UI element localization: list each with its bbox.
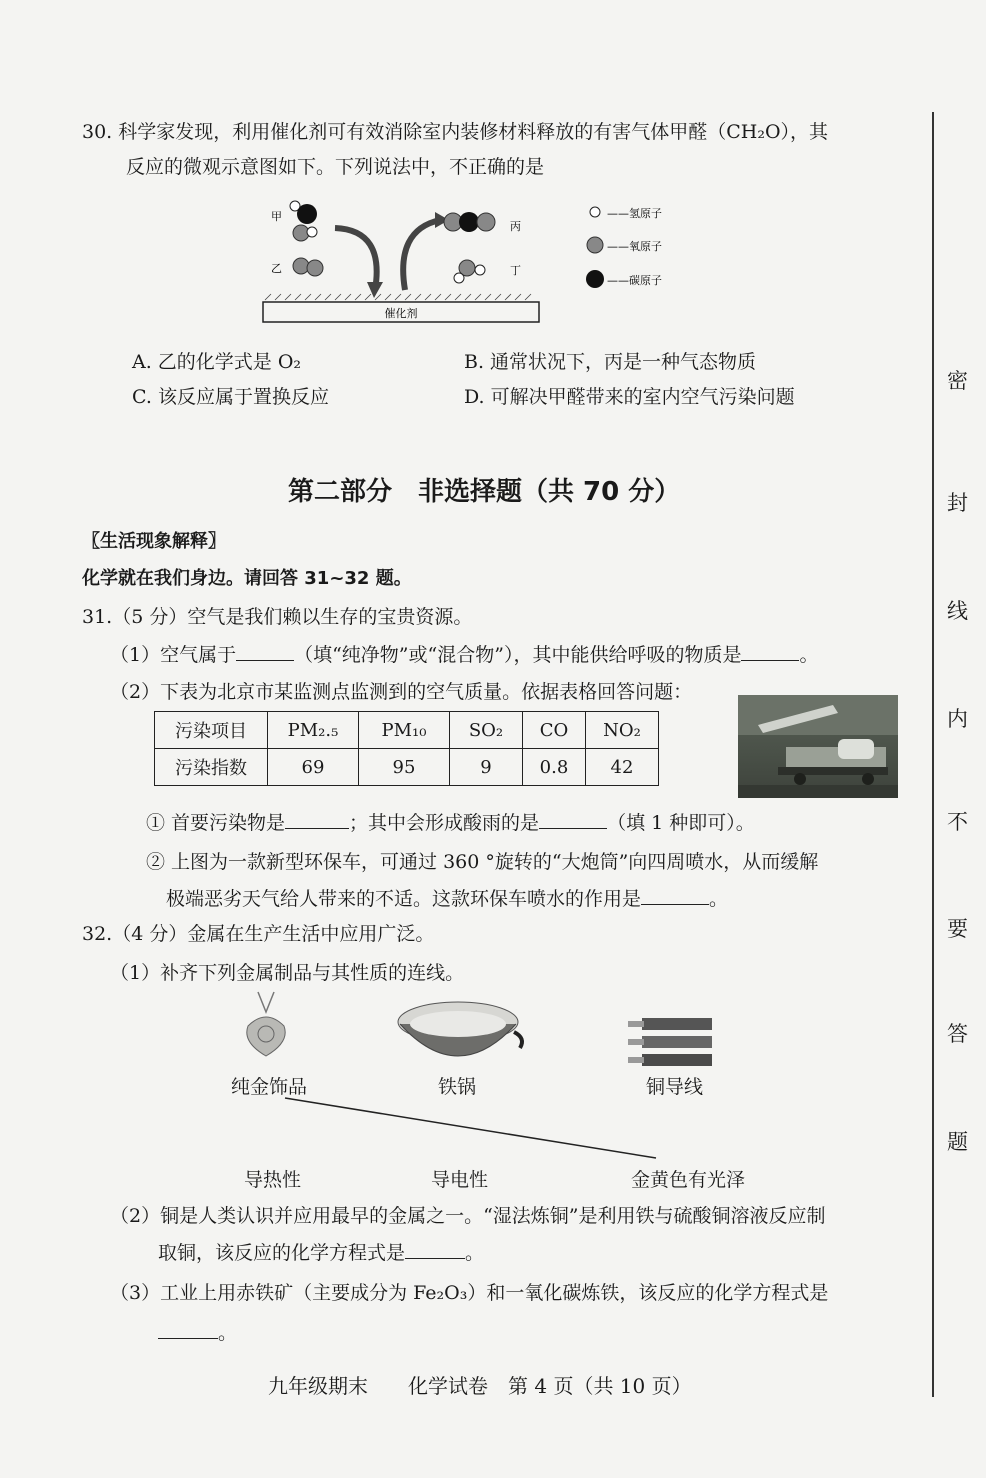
table-cell: 42 xyxy=(586,749,659,786)
side-char: 线 xyxy=(947,599,968,623)
q30-option-c: C. 该反应属于置换反应 xyxy=(132,386,329,408)
q30-option-d: D. 可解决甲醛带来的室内空气污染问题 xyxy=(464,386,795,408)
table-header-cell: SO₂ xyxy=(450,712,523,749)
environmental-truck-photo xyxy=(738,695,898,798)
property-heat-conduction: 导热性 xyxy=(244,1169,302,1191)
q32-part3-line2: 。 xyxy=(158,1318,237,1345)
answer-blank[interactable] xyxy=(285,812,349,829)
section-intro: 化学就在我们身边。请回答 31~32 题。 xyxy=(82,568,412,589)
label-ding: 丁 xyxy=(510,264,521,277)
table-row xyxy=(155,712,659,749)
side-char: 要 xyxy=(947,917,968,941)
table-header-cell: PM₁₀ xyxy=(359,712,450,749)
q31-part1: （1）空气属于 （填“纯净物”或“混合物”），其中能供给呼吸的物质是 。 xyxy=(110,644,819,666)
table-header-cell: 污染项目 xyxy=(155,712,268,749)
side-char: 封 xyxy=(947,491,968,515)
property-electric-conduction: 导电性 xyxy=(431,1169,489,1191)
table-cell: 0.8 xyxy=(523,749,586,786)
q32-part2-line2: 取铜，该反应的化学方程式是 。 xyxy=(158,1242,485,1264)
label-jia: 甲 xyxy=(271,210,282,223)
answer-blank[interactable] xyxy=(405,1242,465,1259)
table-header-cell: CO xyxy=(523,712,586,749)
iron-wok-image xyxy=(396,998,528,1068)
side-char: 题 xyxy=(947,1130,968,1154)
legend-oxygen: ——氧原子 xyxy=(607,240,662,253)
answer-blank[interactable] xyxy=(158,1322,218,1339)
item-copper-wire: 铜导线 xyxy=(646,1076,704,1098)
q32-part3-line1: （3）工业上用赤铁矿（主要成分为 Fe₂O₃）和一氧化碳炼铁，该反应的化学方程式是 xyxy=(110,1282,829,1304)
q31-sub1: ① 首要污染物是 ；其中会形成酸雨的是 （填 1 种即可）。 xyxy=(146,812,755,834)
q30-option-a: A. 乙的化学式是 O₂ xyxy=(132,351,302,373)
gold-pendant-image xyxy=(236,990,296,1062)
q31-stem: 31.（5 分）空气是我们赖以生存的宝贵资源。 xyxy=(82,606,473,628)
pollution-table xyxy=(154,711,659,786)
q32-stem: 32.（4 分）金属在生产生活中应用广泛。 xyxy=(82,923,435,945)
q31-sub2-line1: ② 上图为一款新型环保车，可通过 360 °旋转的“大炮筒”向四周喷水，从而缓解 xyxy=(146,851,819,873)
answer-blank[interactable] xyxy=(539,812,607,829)
table-header-cell: NO₂ xyxy=(586,712,659,749)
label-yi: 乙 xyxy=(271,262,282,275)
q32-part1: （1）补齐下列金属制品与其性质的连线。 xyxy=(110,962,465,984)
catalyst-label: 催化剂 xyxy=(384,307,418,320)
answer-blank[interactable] xyxy=(236,644,294,661)
legend-hydrogen: ——氢原子 xyxy=(607,207,662,220)
q30-line2: 反应的微观示意图如下。下列说法中，不正确的是 xyxy=(126,156,545,178)
table-cell: 9 xyxy=(450,749,523,786)
section-label: 〖生活现象解释〗 xyxy=(82,531,226,552)
binding-line xyxy=(932,112,934,1397)
table-row xyxy=(155,749,659,786)
table-cell: 95 xyxy=(359,749,450,786)
item-iron-wok: 铁锅 xyxy=(438,1076,477,1098)
q31-part2: （2）下表为北京市某监测点监测到的空气质量。依据表格回答问题： xyxy=(110,681,693,703)
item-gold-jewelry: 纯金饰品 xyxy=(231,1076,308,1098)
answer-blank[interactable] xyxy=(641,888,709,905)
q30-option-b: B. 通常状况下，丙是一种气态物质 xyxy=(464,351,757,373)
copper-wire-image xyxy=(626,1012,716,1070)
legend-carbon: ——碳原子 xyxy=(607,274,662,287)
side-char: 不 xyxy=(947,810,968,834)
q31-sub2-line2: 极端恶劣天气给人带来的不适。这款环保车喷水的作用是 。 xyxy=(166,888,729,910)
table-cell: 污染指数 xyxy=(155,749,268,786)
side-char: 答 xyxy=(947,1022,968,1046)
table-header-cell: PM₂.₅ xyxy=(268,712,359,749)
answer-blank[interactable] xyxy=(741,644,799,661)
side-char: 密 xyxy=(947,369,968,393)
side-char: 内 xyxy=(947,707,968,731)
page-footer: 九年级期末 化学试卷 第 4 页（共 10 页） xyxy=(268,1374,692,1398)
q30-line1: 30. 科学家发现，利用催化剂可有效消除室内装修材料释放的有害气体甲醛（CH₂O），其 xyxy=(82,121,829,143)
label-bing: 丙 xyxy=(510,220,521,233)
q32-part2-line1: （2）铜是人类认识并应用最早的金属之一。“湿法炼铜”是利用铁与硫酸铜溶液反应制 xyxy=(110,1205,826,1227)
part2-title: 第二部分 非选择题（共 70 分） xyxy=(288,477,681,507)
property-golden-luster: 金黄色有光泽 xyxy=(631,1169,746,1191)
table-cell: 69 xyxy=(268,749,359,786)
